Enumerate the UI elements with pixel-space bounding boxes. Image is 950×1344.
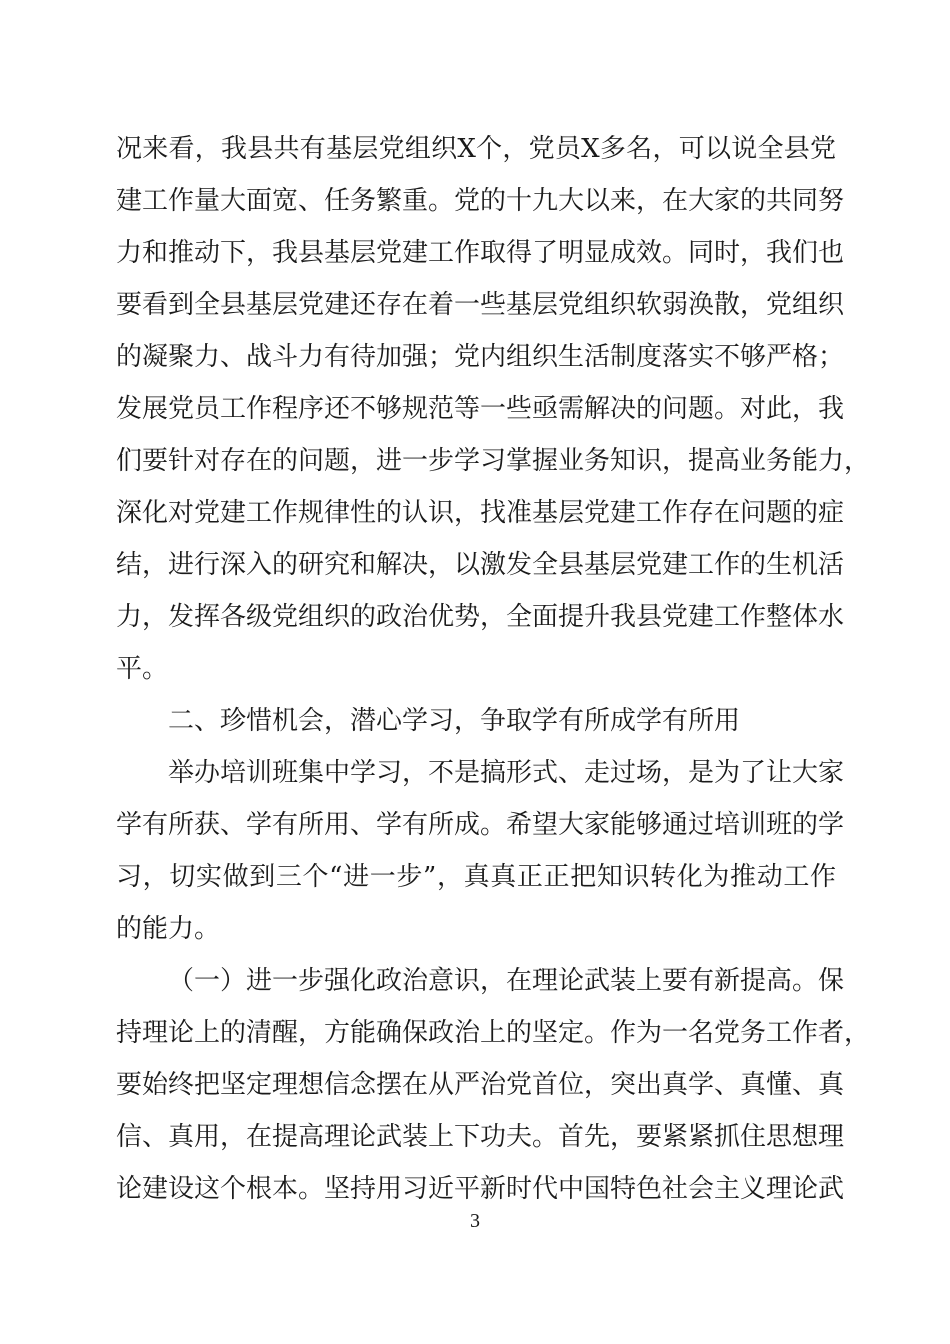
paragraph-line: 要看到全县基层党建还存在着一些基层党组织软弱涣散，党组织	[116, 290, 845, 320]
paragraph-line: 发展党员工作程序还不够规范等一些亟需解决的问题。对此，我	[116, 394, 845, 424]
paragraph-line: 的能力。	[116, 914, 221, 944]
section-heading: 二、珍惜机会，潜心学习，争取学有所成学有所用	[168, 706, 741, 736]
paragraph-line: 要始终把坚定理想信念摆在从严治党首位，突出真学、真懂、真	[116, 1070, 845, 1100]
paragraph-line: 举办培训班集中学习，不是搞形式、走过场，是为了让大家	[168, 758, 845, 788]
paragraph-line: 建工作量大面宽、任务繁重。党的十九大以来，在大家的共同努	[116, 186, 845, 216]
paragraph-line: 信、真用，在提高理论武装上下功夫。首先，要紧紧抓住思想理	[116, 1122, 845, 1152]
paragraph-line: 论建设这个根本。坚持用习近平新时代中国特色社会主义理论武	[116, 1174, 845, 1204]
paragraph-line: 持理论上的清醒，方能确保政治上的坚定。作为一名党务工作者，	[116, 1018, 871, 1048]
paragraph-line: 深化对党建工作规律性的认识，找准基层党建工作存在问题的症	[116, 498, 845, 528]
paragraph-line: 平。	[116, 654, 169, 684]
paragraph-line: 况来看，我县共有基层党组织X个，党员X多名，可以说全县党	[116, 134, 836, 164]
subsection-line: （一）进一步强化政治意识，在理论武装上要有新提高。保	[168, 966, 845, 996]
paragraph-line: 结，进行深入的研究和解决，以激发全县基层党建工作的生机活	[116, 550, 845, 580]
paragraph-line: 力，发挥各级党组织的政治优势，全面提升我县党建工作整体水	[116, 602, 845, 632]
paragraph-line: 力和推动下，我县基层党建工作取得了明显成效。同时，我们也	[116, 238, 845, 268]
page-number: 3	[470, 1210, 480, 1232]
paragraph-line: 们要针对存在的问题，进一步学习掌握业务知识，提高业务能力，	[116, 446, 871, 476]
paragraph-line: 的凝聚力、战斗力有待加强；党内组织生活制度落实不够严格；	[116, 342, 845, 372]
paragraph-line: 学有所获、学有所用、学有所成。希望大家能够通过培训班的学	[116, 810, 845, 840]
paragraph-line: 习，切实做到三个“进一步”，真真正正把知识转化为推动工作	[116, 862, 836, 892]
